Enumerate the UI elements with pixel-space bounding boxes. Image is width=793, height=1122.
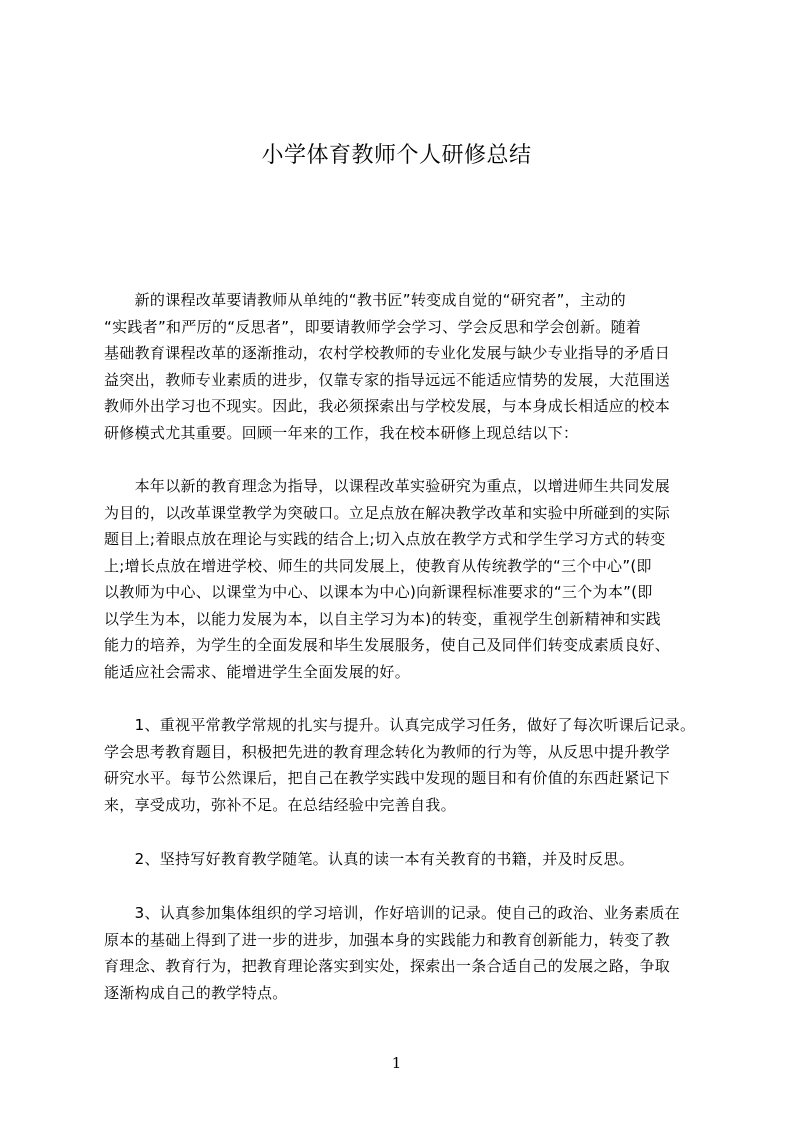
paragraph-line: 以教师为中心、以课堂为中心、以课本为中心)向新课程标准要求的“三个为本”(即 xyxy=(104,583,653,601)
paragraph-line: “实践者”和严厉的“反思者”，即要请教师学会学习、学会反思和学会创新。随着 xyxy=(104,317,642,336)
paragraph-line: 为目的，以改革课堂教学为突破口。立足点放在解决教学改革和实验中所碰到的实际 xyxy=(104,503,671,522)
paragraph-line: 能适应社会需求、能增进学生全面发展的好。 xyxy=(104,662,411,681)
document-title: 小学体育教师个人研修总结 xyxy=(261,143,532,168)
page-number: 1 xyxy=(391,1054,402,1072)
paragraph-line: 来，享受成功，弥补不足。在总结经验中完善自我。 xyxy=(104,795,456,814)
paragraph-line: 题目上;着眼点放在理论与实践的结合上;切入点放在教学方式和学生学习方式的转变 xyxy=(104,530,666,548)
paragraph-line: 2、坚持写好教育教学随笔。认真的读一本有关教育的书籍，并及时反思。 xyxy=(104,850,635,868)
paragraph-line: 基础教育课程改革的逐渐推动，农村学校教师的专业化发展与缺少专业指导的矛盾日 xyxy=(104,344,671,362)
paragraph-line: 教师外出学习也不现实。因此，我必须探索出与学校发展，与本身成长相适应的校本 xyxy=(104,397,671,415)
paragraph-line: 研修模式尤其重要。回顾一年来的工作，我在校本研修上现总结以下： xyxy=(104,423,579,442)
paragraph-line: 能力的培养，为学生的全面发展和毕生发展服务，使自己及同伴们转变成素质良好、 xyxy=(104,636,671,654)
paragraph-line: 新的课程改革要请教师从单纯的“教书匠”转变成自觉的“研究者”，主动的 xyxy=(104,291,626,309)
paragraph-line: 以学生为本，以能力发展为本，以自主学习为本)的转变，重视学生创新精神和实践 xyxy=(104,609,661,628)
paragraph-line: 逐渐构成自己的教学特点。 xyxy=(104,983,288,1002)
paragraph-line: 育理念、教育行为，把教育理论落实到实处，探索出一条合适自己的发展之路，争取 xyxy=(104,957,671,975)
paragraph-line: 学会思考教育题目，积极把先进的教育理念转化为教师的行为等，从反思中提升教学 xyxy=(104,742,671,761)
paragraph-principles xyxy=(104,473,728,685)
paragraph-item-1 xyxy=(104,712,728,818)
paragraph-line: 本年以新的教育理念为指导，以课程改革实验研究为重点，以增进师生共同发展 xyxy=(104,477,671,495)
paragraph-line: 3、认真参加集体组织的学习培训，作好培训的记录。使自己的政治、业务素质在 xyxy=(104,904,680,922)
paragraph-line: 研究水平。每节公然课后，把自己在教学实践中发现的题目和有价值的东西赶紧记下 xyxy=(104,769,671,787)
paragraph-item-2 xyxy=(104,846,728,873)
paragraph-line: 益突出，教师专业素质的进步，仅靠专家的指导远远不能适应情势的发展，大范围送 xyxy=(104,370,671,389)
paragraph-line: 1、重视平常教学常规的扎实与提升。认真完成学习任务，做好了每次听课后记录。 xyxy=(104,716,696,734)
paragraph-item-3 xyxy=(104,900,728,1006)
paragraph-line: 上;增长点放在增进学校、师生的共同发展上，使教育从传统教学的“三个中心”(即 xyxy=(104,556,652,575)
paragraph-line: 原本的基础上得到了进一步的进步，加强本身的实践能力和教育创新能力，转变了教 xyxy=(104,930,671,949)
paragraph-intro xyxy=(104,287,728,446)
